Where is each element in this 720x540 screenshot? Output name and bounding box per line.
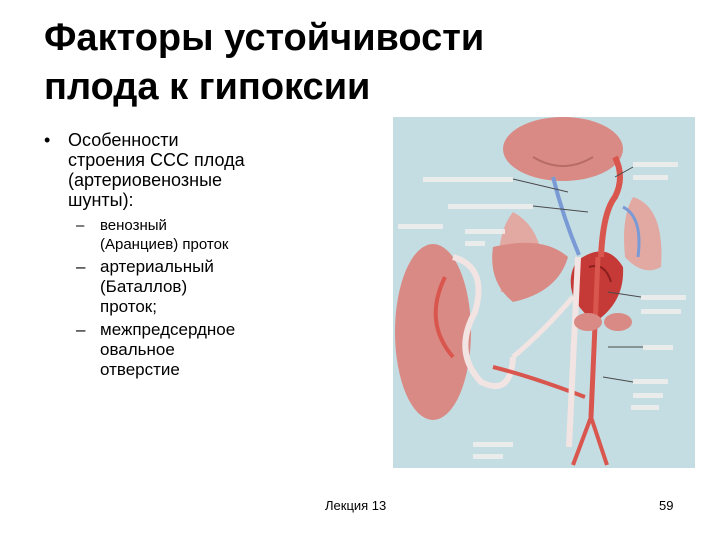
sub-item-arterial-duct <box>44 257 284 317</box>
sub-item-line: артериальный <box>100 257 214 276</box>
bullet-text-line: Особенности <box>68 130 179 150</box>
sub-item-venous-duct <box>44 216 284 254</box>
sub-bullet-marker: – <box>76 257 86 276</box>
fetal-circulation-diagram <box>393 117 695 468</box>
sub-item-line: проток; <box>100 297 157 316</box>
footer-lecture: Лекция 13 <box>325 498 387 513</box>
fetal-circulation-image <box>393 117 695 468</box>
bullet-text-line: шунты): <box>68 190 134 210</box>
sub-bullet-marker: – <box>76 217 85 234</box>
sub-item-line: овальное <box>100 340 175 359</box>
bullet-marker: • <box>44 130 51 150</box>
sub-bullet-list <box>44 216 284 380</box>
sub-item-line: отверстие <box>100 360 180 379</box>
page-number: 59 <box>659 498 674 513</box>
bullet-text-line: (артериовенозные <box>68 170 223 190</box>
sub-bullet-marker: – <box>76 320 86 339</box>
sub-item-line: (Баталлов) <box>100 277 188 296</box>
slide-title <box>44 14 604 112</box>
sub-item-line: (Аранциев) проток <box>100 236 229 253</box>
title-line-2: плода к гипоксии <box>44 66 371 108</box>
bullet-item <box>44 130 284 210</box>
bullet-list <box>44 130 284 380</box>
sub-item-line: венозный <box>100 217 167 234</box>
sub-item-foramen-ovale <box>44 320 284 380</box>
sub-item-line: межпредсердное <box>100 320 236 339</box>
title-line-1: Факторы устойчивости <box>44 17 485 59</box>
bullet-text-line: строения ССС плода <box>68 150 245 170</box>
